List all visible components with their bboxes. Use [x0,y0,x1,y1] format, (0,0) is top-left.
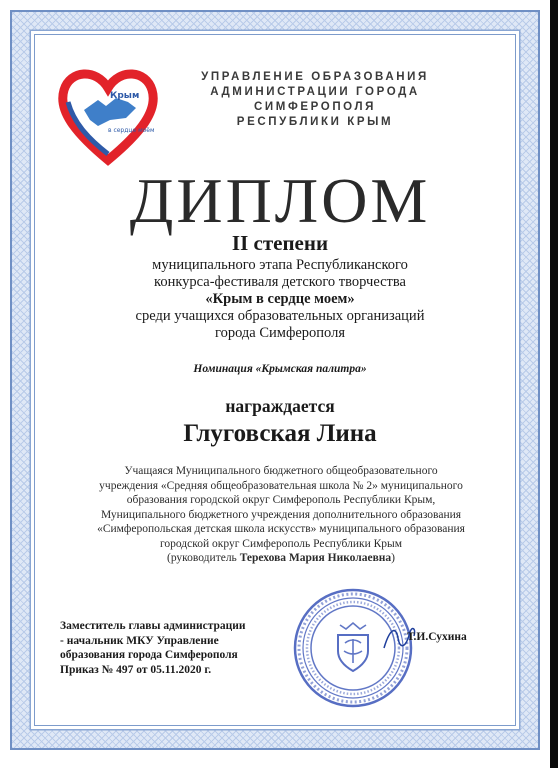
logo-text-crimea: Крым [110,91,140,101]
subtitle-line-2: конкурса-фестиваля детского творчества [154,274,406,290]
contest-name [70,291,490,308]
signer-line-3: образования города Симферополя [60,649,238,661]
signatory-name: Т.И.Сухина [407,631,467,643]
signer-line-1: Заместитель главы администрации [60,620,246,632]
subtitle-line-1: муниципального этапа Республиканского [152,257,408,273]
subtitle-line-4: среди учащихся образовательных организаций [135,308,425,324]
scan-edge [550,0,558,768]
recipient-name: Глуговская Лина [183,420,377,447]
contest-description [70,257,490,342]
details-line-1: Учащаяся Муниципального бюджетного общеобразовательного [124,465,438,477]
diploma-title: ДИПЛОМ [129,165,431,236]
contest-name-text: «Крым в сердце моем» [205,291,355,307]
logo-text-in-heart: в сердце моём [108,127,155,134]
issuing-organization [190,70,440,130]
supervisor-suffix: ) [391,552,396,564]
org-line-2: АДМИНИСТРАЦИИ ГОРОДА СИМФЕРОПОЛЯ [210,86,420,113]
order-number: Приказ № 497 от 05.11.2020 г. [60,663,212,676]
nomination: Номинация «Крымская палитра» [193,363,367,375]
awarded-label: награждается [225,396,335,416]
signer-block [60,619,300,677]
details-line-6: городской округ Симферополь Республики Крым [159,537,403,550]
signer-line-2: - начальник МКУ Управление [60,634,219,647]
recipient-details [58,464,504,566]
subtitle-line-5: города Симферополя [214,325,346,341]
details-line-3: образования городской округ Симферополь Республики Крым, [126,494,436,506]
crimea-heart-logo [54,62,162,170]
org-line-3: РЕСПУБЛИКИ КРЫМ [236,116,394,128]
supervisor-line [58,551,504,566]
org-line-1: УПРАВЛЕНИЕ ОБРАЗОВАНИЯ [201,71,429,83]
details-line-5: «Симферопольская детская школа искусств» муниципального образования [97,523,465,535]
details-line-4: Муниципального бюджетного учреждения дополнительного образования [100,508,462,521]
details-line-2: учреждения «Средняя общеобразовательная школа № 2» муниципального [99,479,463,492]
supervisor-name: Терехова Мария Николаевна [239,552,392,564]
diploma-degree: II степени [231,231,329,255]
supervisor-prefix: (руководитель [166,552,240,564]
